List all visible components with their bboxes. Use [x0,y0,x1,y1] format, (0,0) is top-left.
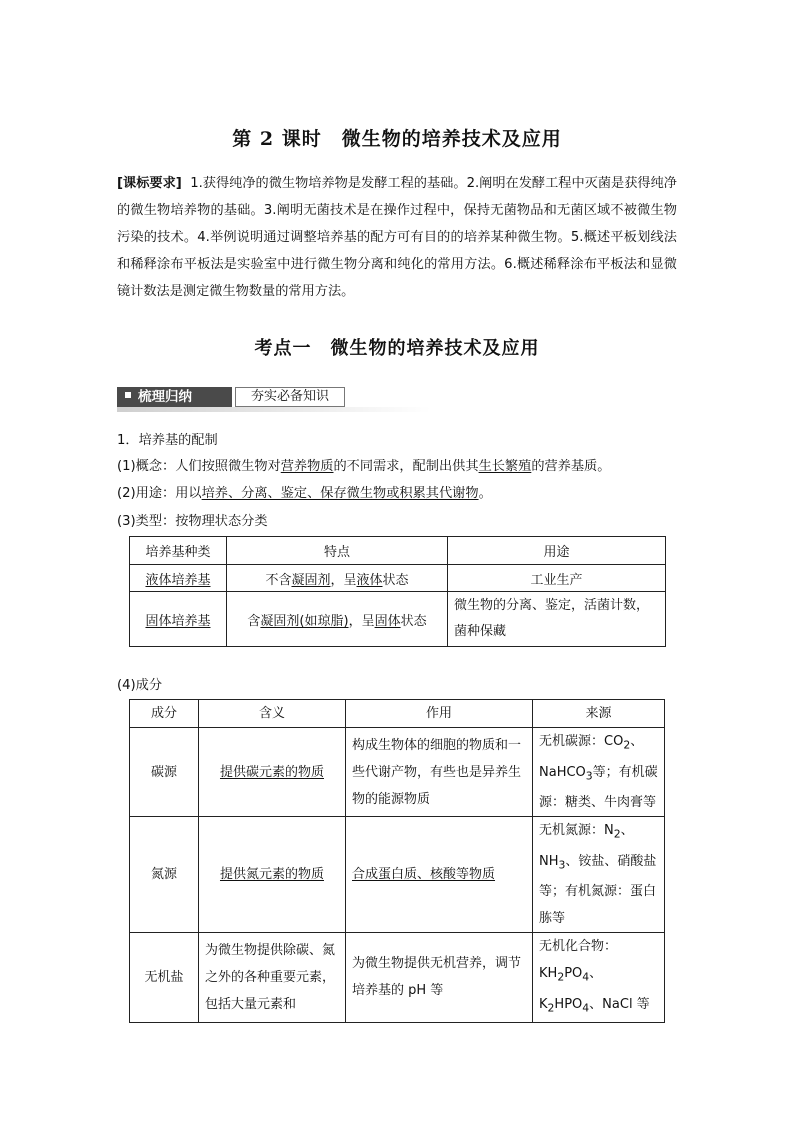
carbon-src-2-sub: 3 [585,769,593,783]
nitrogen-role-text: 合成蛋白质、核酸等物质 [352,867,496,883]
components-label: (4)成分 [117,678,163,693]
salt-name: 无机盐 [130,933,199,1022]
row2-name [130,592,227,647]
requirements-label: [课标要求] [117,176,182,191]
section-banner [117,387,431,411]
usage-key: 培养、分离、鉴定、保存微生物或积累其代谢物 [201,486,479,501]
row1-feat-post: 状态 [382,572,409,588]
salt-src-3-sub: 2 [547,1001,555,1015]
salt-src-1-sub: 2 [557,970,565,984]
concept-pre: (1)概念：人们按照微生物对 [117,459,281,474]
concept-line [117,455,610,474]
salt-meaning: 为微生物提供除碳、氮之外的各种重要元素，包括大量元素和 [199,933,346,1022]
row1-feat-pre: 不含 [265,572,292,588]
table-row [130,592,666,647]
table-row [130,933,665,1022]
row1-use: 工业生产 [448,565,666,592]
carbon-src-1: 无机碳源：CO [539,734,624,749]
header-source: 来源 [533,700,665,728]
concept-key-2: 生长繁殖 [478,459,532,474]
header-type: 培养基种类 [130,537,227,565]
row2-use: 微生物的分离、鉴定，活菌计数，菌种保藏 [448,592,666,647]
salt-src-4: HPO [554,996,583,1012]
table-row [130,817,665,933]
header-role: 作用 [346,700,533,728]
salt-src-2: PO [564,966,583,982]
types-label: (3)类型：按物理状态分类 [117,514,268,529]
nitrogen-src-1-sub: 2 [613,827,621,841]
nitrogen-meaning-text: 提供氮元素的物质 [219,867,324,883]
carbon-role: 构成生物体的细胞的物质和一些代谢产物，有些也是异养生物的能源物质 [346,728,533,817]
nitrogen-src-3: 、铵盐、硝酸盐等；有机氮源：蛋白胨等 [539,853,657,927]
salt-src-2-sub: 4 [582,970,590,984]
usage-pre: (2)用途：用以 [117,486,202,501]
table-row [130,728,665,817]
salt-src-5: 、NaCl 等 [589,996,650,1012]
row2-feat-key2: 固体 [374,613,401,629]
medium-types-table [129,536,666,647]
salt-source [533,933,665,1022]
banner-label-text: 梳理归纳 [138,389,192,405]
nitrogen-src-2-sub: 3 [558,858,566,872]
usage-post: 。 [478,486,492,501]
nitrogen-role [346,817,533,933]
carbon-src-2: 、NaHCO [539,734,644,780]
carbon-src-3: 等；有机碳源：糖类、牛肉膏等 [539,764,658,811]
concept-mid: 的不同需求，配制出供其 [333,459,479,474]
nitrogen-source [533,817,665,933]
table-header-row [130,537,666,565]
section-title: 考点一 微生物的培养技术及应用 [254,338,540,359]
row1-feat-key2: 液体 [356,572,383,588]
page-title: 第 2 课时 微生物的培养技术及应用 [232,128,562,150]
row1-feat-mid: ，呈 [330,572,357,588]
header-meaning: 含义 [199,700,346,728]
row1-feat-key1: 凝固剂 [291,572,331,588]
salt-src-4-sub: 4 [582,1001,590,1015]
row1-feature [227,565,448,592]
carbon-source [533,728,665,817]
banner-label [117,387,232,407]
square-icon [125,392,131,398]
row2-feature [227,592,448,647]
salt-src-3: 、K [539,966,603,1012]
carbon-meaning-text: 提供碳元素的物质 [219,764,324,780]
table-header-row [130,700,665,728]
header-use: 用途 [448,537,666,565]
row2-feat-pre: 含 [247,613,261,629]
row2-feat-post: 状态 [400,613,427,629]
banner-tag: 夯实必备知识 [235,387,345,407]
row1-name [130,565,227,592]
header-feature: 特点 [227,537,448,565]
concept-key-1: 营养物质 [280,459,334,474]
components-table [129,699,665,1023]
table-row [130,565,666,592]
requirements-text: 1.获得纯净的微生物培养物是发酵工程的基础。2.阐明在发酵工程中灭菌是获得纯净的微生物培养物的基础。3.阐明无菌技术是在操作过程中，保持无菌物品和无菌区域不被微生物污染的技术。4.举例说明通过调整培养基的配方可有目的的培养某种微生物。5.概述平板划线法和稀释涂布平板法是实验室中进行微生物分离和纯化的常用方法。6.概述稀释涂布平板法和显微镜计数法是测定微生物数量的常用方法。 [117,176,677,299]
usage-line [117,482,492,501]
nitrogen-name: 氮源 [130,817,199,933]
row2-name-text: 固体培养基 [145,613,211,629]
nitrogen-meaning [199,817,346,933]
header-component: 成分 [130,700,199,728]
row2-feat-key1: 凝固剂(如琼脂) [260,613,349,629]
salt-role: 为微生物提供无机营养，调节培养基的 pH 等 [346,933,533,1022]
item-1-heading: 1．培养基的配制 [117,433,218,448]
curriculum-requirements [117,170,677,305]
salt-src-1: 无机化合物：KH [539,939,618,982]
nitrogen-src-2: 、NH [539,823,634,869]
row1-name-text: 液体培养基 [145,572,211,588]
carbon-meaning [199,728,346,817]
concept-post: 的营养基质。 [531,459,611,474]
carbon-name: 碳源 [130,728,199,817]
banner-underline [117,407,431,412]
row2-feat-mid: ，呈 [348,613,375,629]
carbon-src-1-sub: 2 [623,738,631,752]
nitrogen-src-1: 无机氮源：N [539,823,614,839]
